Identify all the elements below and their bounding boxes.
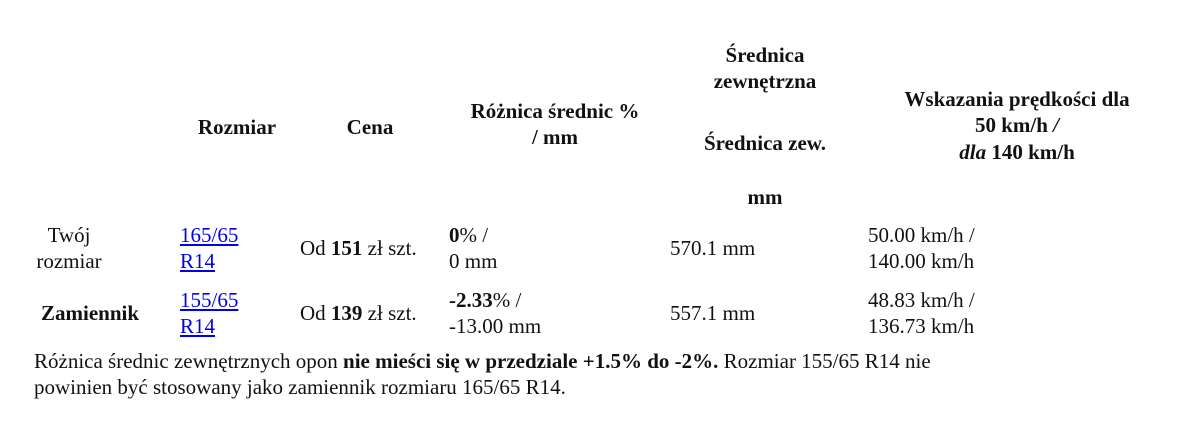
diff-pct-value: -2.33 bbox=[449, 288, 493, 312]
header-price-label: Cena bbox=[346, 115, 394, 139]
price-cell-replacement bbox=[300, 300, 417, 326]
header-outer-diameter-unit bbox=[670, 184, 860, 210]
row-label-line2: rozmiar bbox=[36, 249, 102, 274]
header-size-label: Rozmiar bbox=[197, 115, 277, 139]
price-suffix: zł szt. bbox=[367, 236, 417, 260]
header-outer-diameter bbox=[670, 42, 860, 95]
header-outer-unit-label: mm bbox=[747, 185, 783, 209]
header-speed-line2 bbox=[862, 112, 1172, 138]
price-suffix: zł szt. bbox=[367, 301, 417, 325]
diff-pct-suffix: % / bbox=[492, 288, 522, 312]
header-diff-line2: / mm bbox=[531, 125, 579, 150]
header-outer-line2: zewnętrzna bbox=[713, 69, 817, 94]
price-cell-current bbox=[300, 235, 417, 261]
header-diameter-difference bbox=[440, 98, 670, 151]
size-link-line1: 165/65 bbox=[180, 223, 239, 247]
note-part1: Różnica średnic zewnętrznych opon bbox=[34, 349, 338, 373]
diff-pct-suffix: % / bbox=[459, 223, 489, 247]
outer-diameter-value: 570.1 mm bbox=[670, 236, 756, 260]
diff-cell-replacement bbox=[449, 287, 541, 340]
speed-value-50: 48.83 km/h / bbox=[868, 288, 975, 312]
speed-value-50: 50.00 km/h / bbox=[868, 223, 975, 247]
header-speed-line1: Wskazania prędkości dla bbox=[904, 87, 1130, 111]
outer-diameter-current bbox=[670, 235, 755, 261]
speed-value-140: 136.73 km/h bbox=[868, 314, 975, 339]
speed-value-140: 140.00 km/h bbox=[868, 249, 975, 274]
price-prefix: Od bbox=[300, 301, 326, 325]
header-diff-line1: Różnica średnic % bbox=[470, 99, 640, 123]
diff-mm-value: -13.00 mm bbox=[449, 314, 542, 339]
diff-cell-current bbox=[449, 222, 497, 275]
header-outer-line1: Średnica bbox=[725, 43, 805, 67]
header-speed-readings bbox=[862, 86, 1172, 165]
row-label-replacement bbox=[41, 300, 139, 326]
diff-mm-value: 0 mm bbox=[449, 249, 498, 274]
header-outer-diameter-short bbox=[670, 130, 860, 156]
note-warning: nie mieści się w przedziale +1.5% do -2%. bbox=[343, 349, 719, 373]
header-outer-short-label: Średnica zew. bbox=[703, 131, 827, 155]
note-line2: powinien być stosowany jako zamiennik rozmiaru 165/65 R14. bbox=[34, 375, 566, 400]
header-size bbox=[175, 114, 299, 140]
price-prefix: Od bbox=[300, 236, 326, 260]
speed-cell-current bbox=[868, 222, 975, 275]
header-speed-line3 bbox=[862, 139, 1172, 165]
header-speed-dla: dla bbox=[959, 139, 987, 164]
size-link-line1: 155/65 bbox=[180, 288, 239, 312]
note-part3: Rozmiar 155/65 R14 nie bbox=[723, 349, 931, 373]
size-link-line2: R14 bbox=[180, 249, 216, 274]
speed-cell-replacement bbox=[868, 287, 975, 340]
diff-pct-value: 0 bbox=[449, 223, 460, 247]
outer-diameter-replacement bbox=[670, 300, 755, 326]
row-label-current bbox=[34, 222, 104, 275]
header-speed-50: 50 km/h bbox=[974, 113, 1048, 138]
note-line1 bbox=[34, 348, 1174, 374]
row-label-line1: Twój bbox=[47, 223, 91, 247]
header-speed-slash: / bbox=[1053, 113, 1060, 138]
header-speed-140: 140 km/h bbox=[991, 139, 1075, 164]
diff-pct-line bbox=[449, 287, 541, 313]
outer-diameter-value: 557.1 mm bbox=[670, 301, 756, 325]
price-value: 139 bbox=[330, 301, 363, 325]
row-label-text: Zamiennik bbox=[41, 301, 140, 325]
size-link-line2: R14 bbox=[180, 314, 216, 339]
diff-pct-line bbox=[449, 222, 497, 248]
price-value: 151 bbox=[330, 236, 363, 260]
size-link-165-65-r14[interactable] bbox=[180, 222, 238, 275]
compatibility-note bbox=[34, 348, 1174, 401]
size-link-155-65-r14[interactable] bbox=[180, 287, 238, 340]
header-price bbox=[300, 114, 440, 140]
